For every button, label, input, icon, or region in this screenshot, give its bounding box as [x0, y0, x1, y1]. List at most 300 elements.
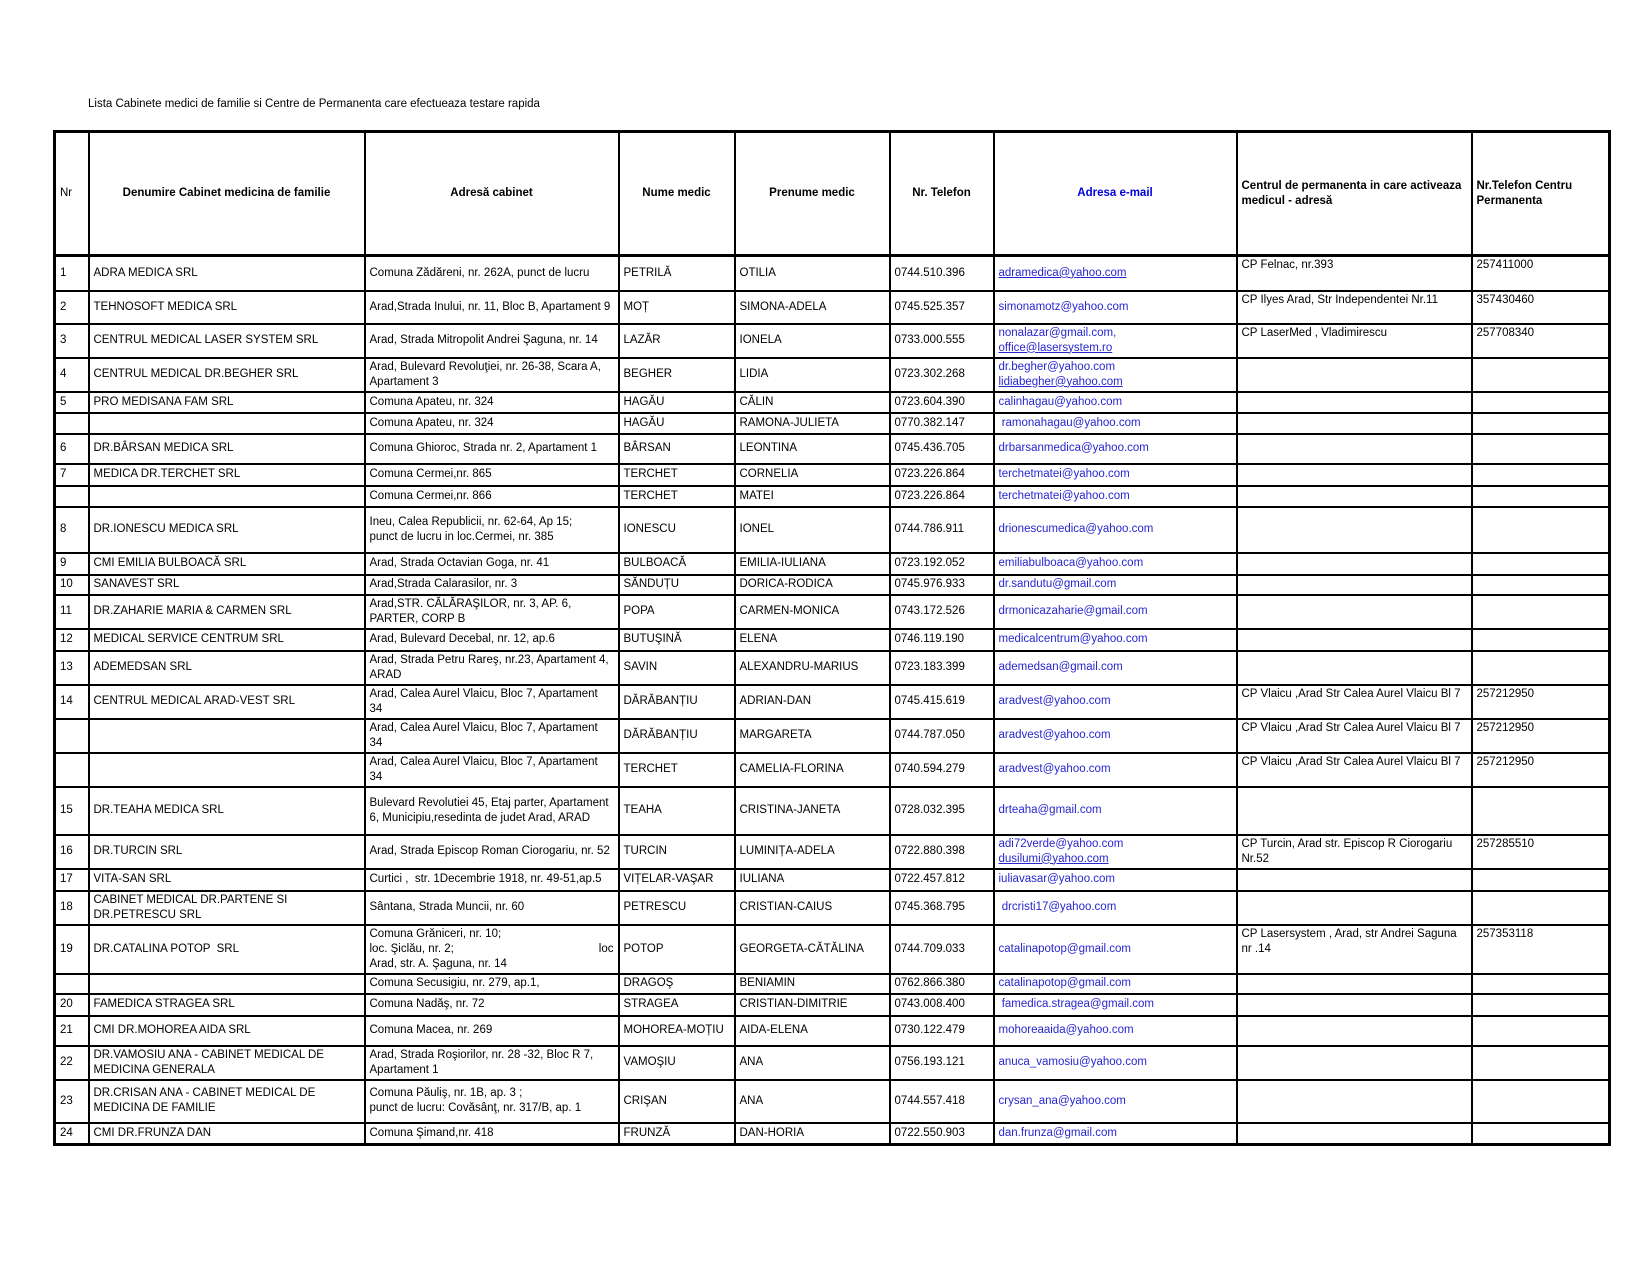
table-row	[55, 787, 1610, 835]
cell-cabinet-address: Comuna Şimand,nr. 418	[365, 1123, 619, 1145]
cell-center-phone	[1472, 392, 1610, 413]
cell-cabinet-address: Arad, Strada Episcop Roman Ciorogariu, nr. 52	[365, 835, 619, 869]
cell-permanence-center	[1237, 595, 1472, 629]
cell-doctor-last-name: DRAGOŞ	[619, 974, 735, 994]
cell-cabinet-name: DR.TURCIN SRL	[89, 835, 365, 869]
cell-cabinet-address: Arad,Strada Calarasilor, nr. 3	[365, 575, 619, 595]
cell-row-number: 20	[55, 994, 89, 1016]
cell-center-phone: 257353118	[1472, 925, 1610, 974]
cell-doctor-first-name: CORNELIA	[735, 464, 890, 486]
cell-doctor-last-name: VIȚELAR-VAŞAR	[619, 869, 735, 891]
cell-phone-number: 0723.183.399	[890, 651, 994, 685]
cell-permanence-center: CP Turcin, Arad str. Episcop R Ciorogariu Nr.52	[1237, 835, 1472, 869]
cell-email	[994, 869, 1237, 891]
cell-cabinet-address: Comuna Macea, nr. 269	[365, 1016, 619, 1046]
email-link[interactable]: aradvest@yahoo.com	[998, 695, 1111, 707]
cell-row-number: 23	[55, 1080, 89, 1123]
cell-row-number	[55, 974, 89, 994]
cell-row-number: 6	[55, 434, 89, 464]
table-row	[55, 629, 1610, 651]
cell-cabinet-address: Arad, Calea Aurel Vlaicu, Bloc 7, Apartament 34	[365, 719, 619, 753]
cell-center-phone	[1472, 787, 1610, 835]
cell-doctor-first-name: SIMONA-ADELA	[735, 291, 890, 324]
table-row	[55, 464, 1610, 486]
table-row	[55, 891, 1610, 925]
cell-cabinet-address: Arad,STR. CĂLĂRAŞILOR, nr. 3, AP. 6, PARTER, CORP B	[365, 595, 619, 629]
cell-phone-number: 0745.525.357	[890, 291, 994, 324]
cell-permanence-center	[1237, 486, 1472, 507]
cell-permanence-center	[1237, 629, 1472, 651]
cell-center-phone	[1472, 994, 1610, 1016]
cell-email	[994, 994, 1237, 1016]
cell-cabinet-address: Arad, Calea Aurel Vlaicu, Bloc 7, Apartament 34	[365, 685, 619, 719]
cell-center-phone	[1472, 891, 1610, 925]
email-link[interactable]: aradvest@yahoo.com	[998, 729, 1111, 741]
email-link[interactable]: medicalcentrum@yahoo.com	[998, 633, 1148, 645]
address-line: loc. Şiclău, nr. 2; loc	[369, 942, 614, 955]
cell-center-phone: 257212950	[1472, 753, 1610, 787]
cell-doctor-first-name: LUMINIȚA-ADELA	[735, 835, 890, 869]
cell-cabinet-name: CMI DR.FRUNZA DAN	[89, 1123, 365, 1145]
cell-phone-number: 0723.192.052	[890, 553, 994, 575]
cell-cabinet-name	[89, 719, 365, 753]
cell-phone-number: 0745.368.795	[890, 891, 994, 925]
cell-cabinet-name	[89, 413, 365, 434]
cell-permanence-center	[1237, 1046, 1472, 1080]
table-row	[55, 719, 1610, 753]
cell-phone-number: 0728.032.395	[890, 787, 994, 835]
cell-email	[994, 1046, 1237, 1080]
cell-doctor-first-name: IONELA	[735, 324, 890, 358]
table-row	[55, 553, 1610, 575]
cell-cabinet-address: Ineu, Calea Republicii, nr. 62-64, Ap 15; punct de lucru in loc.Cermei, nr. 385	[365, 507, 619, 553]
cell-doctor-first-name: OTILIA	[735, 256, 890, 291]
email-link[interactable]: drcristi17@yahoo.com	[998, 901, 1117, 913]
cell-center-phone: 257708340	[1472, 324, 1610, 358]
email-link[interactable]: anuca_vamosiu@yahoo.com	[998, 1056, 1147, 1068]
table-header-row	[55, 132, 1610, 256]
cell-permanence-center: CP Felnac, nr.393	[1237, 256, 1472, 291]
cell-permanence-center: CP LaserMed , Vladimirescu	[1237, 324, 1472, 358]
cell-doctor-last-name: DĂRĂBANȚIU	[619, 719, 735, 753]
cell-cabinet-name: CMI EMILIA BULBOACĂ SRL	[89, 553, 365, 575]
cell-phone-number: 0723.226.864	[890, 464, 994, 486]
cell-doctor-first-name: MARGARETA	[735, 719, 890, 753]
cell-doctor-first-name: LIDIA	[735, 358, 890, 392]
cell-email	[994, 787, 1237, 835]
cell-email	[994, 434, 1237, 464]
cell-cabinet-address: Arad,Strada Inului, nr. 11, Bloc B, Apartament 9	[365, 291, 619, 324]
cell-cabinet-address: Arad, Strada Octavian Goga, nr. 41	[365, 553, 619, 575]
cell-cabinet-address: Sântana, Strada Muncii, nr. 60	[365, 891, 619, 925]
cell-permanence-center	[1237, 651, 1472, 685]
cell-phone-number: 0762.866.380	[890, 974, 994, 994]
cell-email	[994, 595, 1237, 629]
cell-phone-number: 0746.119.190	[890, 629, 994, 651]
cell-doctor-first-name: CRISTINA-JANETA	[735, 787, 890, 835]
cell-doctor-first-name: IULIANA	[735, 869, 890, 891]
email-link[interactable]: dusilumi@yahoo.com	[998, 852, 1109, 865]
cell-doctor-last-name: TERCHET	[619, 464, 735, 486]
table-row	[55, 486, 1610, 507]
cell-email	[994, 1123, 1237, 1145]
email-link[interactable]: famedica.stragea@gmail.com	[998, 998, 1154, 1010]
cell-phone-number: 0744.557.418	[890, 1080, 994, 1123]
cell-doctor-last-name: SĂNDUȚU	[619, 575, 735, 595]
email-link[interactable]: nonalazar@gmail.com,	[998, 326, 1117, 339]
cell-row-number: 3	[55, 324, 89, 358]
cell-center-phone: 257285510	[1472, 835, 1610, 869]
cell-doctor-last-name: TERCHET	[619, 753, 735, 787]
cell-row-number: 17	[55, 869, 89, 891]
table-row	[55, 358, 1610, 392]
table-row	[55, 651, 1610, 685]
cell-email	[994, 1016, 1237, 1046]
cell-phone-number: 0733.000.555	[890, 324, 994, 358]
cell-email	[994, 1080, 1237, 1123]
cell-permanence-center	[1237, 1016, 1472, 1046]
table-row	[55, 835, 1610, 869]
cell-permanence-center	[1237, 507, 1472, 553]
cell-permanence-center: CP Vlaicu ,Arad Str Calea Aurel Vlaicu Bl 7	[1237, 719, 1472, 753]
table-row	[55, 256, 1610, 291]
table-header	[55, 132, 1610, 256]
cell-permanence-center: CP Lasersystem , Arad, str Andrei Saguna nr .14	[1237, 925, 1472, 974]
cell-phone-number: 0723.302.268	[890, 358, 994, 392]
cell-row-number: 18	[55, 891, 89, 925]
cell-center-phone	[1472, 629, 1610, 651]
column-header-email: Adresa e-mail	[994, 132, 1237, 256]
table-row	[55, 1080, 1610, 1123]
cell-email	[994, 324, 1237, 358]
table-row	[55, 507, 1610, 553]
cell-cabinet-address: Arad, Calea Aurel Vlaicu, Bloc 7, Apartament 34	[365, 753, 619, 787]
cell-doctor-last-name: TURCIN	[619, 835, 735, 869]
email-link[interactable]: drmonicazaharie@gmail.com	[998, 605, 1148, 617]
cell-row-number: 22	[55, 1046, 89, 1080]
cell-doctor-first-name: LEONTINA	[735, 434, 890, 464]
cell-doctor-last-name: BUTUŞINĂ	[619, 629, 735, 651]
cell-cabinet-address: Comuna Apateu, nr. 324	[365, 413, 619, 434]
cell-permanence-center	[1237, 994, 1472, 1016]
cell-center-phone	[1472, 434, 1610, 464]
cell-center-phone	[1472, 1016, 1610, 1046]
table-row	[55, 753, 1610, 787]
cell-email	[994, 651, 1237, 685]
email-link[interactable]: terchetmatei@yahoo.com	[998, 489, 1130, 502]
email-link[interactable]: dr.sandutu@gmail.com	[998, 578, 1117, 590]
column-header-centru: Centrul de permanenta in care activeaza medicul - adresă	[1237, 132, 1472, 256]
cell-row-number: 24	[55, 1123, 89, 1145]
cell-phone-number: 0744.709.033	[890, 925, 994, 974]
cell-row-number: 5	[55, 392, 89, 413]
cell-doctor-last-name: TERCHET	[619, 486, 735, 507]
cell-cabinet-name: CENTRUL MEDICAL DR.BEGHER SRL	[89, 358, 365, 392]
cell-center-phone	[1472, 651, 1610, 685]
cell-phone-number: 0756.193.121	[890, 1046, 994, 1080]
cell-row-number: 19	[55, 925, 89, 974]
cell-permanence-center	[1237, 974, 1472, 994]
cell-email	[994, 413, 1237, 434]
cell-doctor-last-name: VAMOŞIU	[619, 1046, 735, 1080]
cell-cabinet-address: Comuna Ghioroc, Strada nr. 2, Apartament 1	[365, 434, 619, 464]
cell-email	[994, 925, 1237, 974]
cell-center-phone	[1472, 486, 1610, 507]
cell-cabinet-name: SANAVEST SRL	[89, 575, 365, 595]
column-header-nume: Nume medic	[619, 132, 735, 256]
cell-email	[994, 835, 1237, 869]
cell-permanence-center	[1237, 869, 1472, 891]
cell-doctor-last-name: BULBOACĂ	[619, 553, 735, 575]
table-row	[55, 994, 1610, 1016]
cell-cabinet-name: DR.TEAHA MEDICA SRL	[89, 787, 365, 835]
cell-row-number: 9	[55, 553, 89, 575]
cell-email	[994, 291, 1237, 324]
cell-cabinet-name: DR.BÂRSAN MEDICA SRL	[89, 434, 365, 464]
cell-permanence-center	[1237, 392, 1472, 413]
email-link[interactable]: drteaha@gmail.com	[998, 804, 1102, 816]
table-row	[55, 974, 1610, 994]
cell-cabinet-address: Comuna Secusigiu, nr. 279, ap.1,	[365, 974, 619, 994]
email-link[interactable]: catalinapotop@gmail.com	[998, 942, 1131, 955]
cell-phone-number: 0722.880.398	[890, 835, 994, 869]
cell-doctor-last-name: LAZĂR	[619, 324, 735, 358]
cell-doctor-first-name: GEORGETA-CĂTĂLINA	[735, 925, 890, 974]
cell-email	[994, 891, 1237, 925]
cell-cabinet-address: Curtici , str. 1Decembrie 1918, nr. 49-51,ap.5	[365, 869, 619, 891]
cell-doctor-first-name: BENIAMIN	[735, 974, 890, 994]
email-link[interactable]: terchetmatei@yahoo.com	[998, 468, 1130, 480]
email-link[interactable]: crysan_ana@yahoo.com	[998, 1094, 1126, 1107]
table-row	[55, 685, 1610, 719]
cell-doctor-last-name: BEGHER	[619, 358, 735, 392]
cell-doctor-last-name: IONESCU	[619, 507, 735, 553]
cell-email	[994, 719, 1237, 753]
cell-phone-number: 0743.172.526	[890, 595, 994, 629]
cell-row-number: 4	[55, 358, 89, 392]
cell-row-number: 16	[55, 835, 89, 869]
email-link[interactable]: dr.begher@yahoo.com	[998, 360, 1116, 373]
email-link[interactable]: ramonahagau@yahoo.com	[998, 416, 1141, 429]
email-link[interactable]: aradvest@yahoo.com	[998, 763, 1111, 775]
cell-center-phone	[1472, 869, 1610, 891]
cell-cabinet-name: CMI DR.MOHOREA AIDA SRL	[89, 1016, 365, 1046]
cell-permanence-center: CP Ilyes Arad, Str Independentei Nr.11	[1237, 291, 1472, 324]
cell-permanence-center: CP Vlaicu ,Arad Str Calea Aurel Vlaicu Bl 7	[1237, 685, 1472, 719]
cell-email	[994, 553, 1237, 575]
email-link[interactable]: dan.frunza@gmail.com	[998, 1126, 1117, 1139]
cell-row-number: 1	[55, 256, 89, 291]
cell-row-number	[55, 753, 89, 787]
cell-email	[994, 753, 1237, 787]
cell-email	[994, 464, 1237, 486]
cell-cabinet-name: TEHNOSOFT MEDICA SRL	[89, 291, 365, 324]
cell-doctor-last-name: SAVIN	[619, 651, 735, 685]
column-header-prenume: Prenume medic	[735, 132, 890, 256]
cell-doctor-first-name: DORICA-RODICA	[735, 575, 890, 595]
cell-doctor-first-name: ADRIAN-DAN	[735, 685, 890, 719]
cell-phone-number: 0745.436.705	[890, 434, 994, 464]
email-link[interactable]: office@lasersystem.ro	[998, 341, 1113, 354]
email-link[interactable]: calinhagau@yahoo.com	[998, 395, 1123, 408]
table-row	[55, 434, 1610, 464]
table-row	[55, 1046, 1610, 1080]
cell-center-phone	[1472, 413, 1610, 434]
cell-center-phone: 257212950	[1472, 685, 1610, 719]
column-header-telcentru: Nr.Telefon Centru Permanenta	[1472, 132, 1610, 256]
cell-email	[994, 974, 1237, 994]
cell-row-number	[55, 486, 89, 507]
cell-doctor-last-name: FRUNZĂ	[619, 1123, 735, 1145]
page-title: Lista Cabinete medici de familie si Centre de Permanenta care efectueaza testare rapida	[88, 98, 540, 110]
cell-permanence-center	[1237, 1080, 1472, 1123]
cell-phone-number: 0723.604.390	[890, 392, 994, 413]
cell-cabinet-address: Comuna Cermei,nr. 865	[365, 464, 619, 486]
cell-cabinet-name: DR.CATALINA POTOP SRL	[89, 925, 365, 974]
cell-cabinet-name	[89, 974, 365, 994]
cell-center-phone	[1472, 553, 1610, 575]
cell-cabinet-name: DR.IONESCU MEDICA SRL	[89, 507, 365, 553]
cell-cabinet-address: Arad, Bulevard Revoluţiei, nr. 26-38, Scara A, Apartament 3	[365, 358, 619, 392]
email-link[interactable]: emiliabulboaca@yahoo.com	[998, 557, 1144, 569]
cell-cabinet-address: Arad, Strada Roşiorilor, nr. 28 -32, Bloc R 7, Apartament 1	[365, 1046, 619, 1080]
cell-permanence-center	[1237, 787, 1472, 835]
cell-doctor-first-name: MATEI	[735, 486, 890, 507]
cell-center-phone	[1472, 595, 1610, 629]
table-row	[55, 869, 1610, 891]
cell-doctor-last-name: BÂRSAN	[619, 434, 735, 464]
cell-doctor-first-name: DAN-HORIA	[735, 1123, 890, 1145]
cell-doctor-first-name: ALEXANDRU-MARIUS	[735, 651, 890, 685]
table-row	[55, 595, 1610, 629]
cell-permanence-center	[1237, 891, 1472, 925]
cell-row-number: 14	[55, 685, 89, 719]
cell-center-phone	[1472, 575, 1610, 595]
email-link[interactable]: drionescumedica@yahoo.com	[998, 523, 1154, 535]
cell-doctor-last-name: HAGĂU	[619, 392, 735, 413]
cell-cabinet-name: FAMEDICA STRAGEA SRL	[89, 994, 365, 1016]
cell-doctor-first-name: ANA	[735, 1080, 890, 1123]
cell-phone-number: 0730.122.479	[890, 1016, 994, 1046]
cell-row-number	[55, 719, 89, 753]
cell-row-number	[55, 413, 89, 434]
cell-cabinet-address: Arad, Strada Mitropolit Andrei Şaguna, nr. 14	[365, 324, 619, 358]
cell-center-phone	[1472, 1080, 1610, 1123]
cell-cabinet-name	[89, 753, 365, 787]
cell-permanence-center	[1237, 575, 1472, 595]
cell-row-number: 8	[55, 507, 89, 553]
cell-doctor-last-name: MOHOREA-MOȚIU	[619, 1016, 735, 1046]
cell-doctor-last-name: TEAHA	[619, 787, 735, 835]
cell-email	[994, 629, 1237, 651]
email-link[interactable]: catalinapotop@gmail.com	[998, 977, 1131, 989]
cell-doctor-last-name: CRIŞAN	[619, 1080, 735, 1123]
cell-permanence-center: CP Vlaicu ,Arad Str Calea Aurel Vlaicu Bl 7	[1237, 753, 1472, 787]
cell-doctor-last-name: MOȚ	[619, 291, 735, 324]
cell-center-phone	[1472, 358, 1610, 392]
cell-center-phone	[1472, 974, 1610, 994]
cell-phone-number: 0722.457.812	[890, 869, 994, 891]
cell-permanence-center	[1237, 434, 1472, 464]
cell-email	[994, 486, 1237, 507]
email-link[interactable]: drbarsanmedica@yahoo.com	[998, 442, 1149, 454]
cell-row-number: 7	[55, 464, 89, 486]
cell-permanence-center	[1237, 553, 1472, 575]
cell-cabinet-name: DR.CRISAN ANA - CABINET MEDICAL DE MEDICINA DE FAMILIE	[89, 1080, 365, 1123]
cell-permanence-center	[1237, 413, 1472, 434]
cell-row-number: 2	[55, 291, 89, 324]
email-link[interactable]: simonamotz@yahoo.com	[998, 300, 1129, 313]
cell-center-phone	[1472, 1046, 1610, 1080]
cell-cabinet-address: Bulevard Revolutiei 45, Etaj parter, Apartament 6, Municipiu,resedinta de judet Arad, ARAD	[365, 787, 619, 835]
cell-cabinet-name: CABINET MEDICAL DR.PARTENE SI DR.PETRESCU SRL	[89, 891, 365, 925]
table-row	[55, 1016, 1610, 1046]
table-row	[55, 413, 1610, 434]
email-link[interactable]: adi72verde@yahoo.com	[998, 837, 1124, 850]
table-row	[55, 575, 1610, 595]
cell-cabinet-name: VITA-SAN SRL	[89, 869, 365, 891]
cell-phone-number: 0745.976.933	[890, 575, 994, 595]
email-link[interactable]: lidiabegher@yahoo.com	[998, 375, 1123, 388]
email-link[interactable]: mohoreaaida@yahoo.com	[998, 1024, 1134, 1036]
cell-cabinet-name: ADEMEDSAN SRL	[89, 651, 365, 685]
email-link[interactable]: adramedica@yahoo.com	[998, 266, 1127, 279]
cell-phone-number: 0745.415.619	[890, 685, 994, 719]
table-row	[55, 291, 1610, 324]
cell-permanence-center	[1237, 358, 1472, 392]
cell-doctor-last-name: POTOP	[619, 925, 735, 974]
cell-phone-number: 0743.008.400	[890, 994, 994, 1016]
cell-cabinet-name: CENTRUL MEDICAL LASER SYSTEM SRL	[89, 324, 365, 358]
cell-email	[994, 256, 1237, 291]
column-header-name: Denumire Cabinet medicina de familie	[89, 132, 365, 256]
cell-cabinet-name: ADRA MEDICA SRL	[89, 256, 365, 291]
cell-phone-number: 0770.382.147	[890, 413, 994, 434]
cell-doctor-first-name: RAMONA-JULIETA	[735, 413, 890, 434]
cell-doctor-last-name: PETRILĂ	[619, 256, 735, 291]
table-body	[55, 256, 1610, 1145]
cell-doctor-last-name: PETRESCU	[619, 891, 735, 925]
table-row	[55, 925, 1610, 974]
cell-phone-number: 0744.510.396	[890, 256, 994, 291]
cell-permanence-center	[1237, 1123, 1472, 1145]
cell-row-number: 21	[55, 1016, 89, 1046]
medics-table	[53, 130, 1611, 1146]
cell-email	[994, 392, 1237, 413]
cell-cabinet-address: Comuna Grăniceri, nr. 10; loc. Şiclău, nr. 2; loc Arad, str. A. Şaguna, nr. 14	[365, 925, 619, 974]
cell-phone-number: 0723.226.864	[890, 486, 994, 507]
column-header-nr: Nr	[55, 132, 89, 256]
cell-email	[994, 685, 1237, 719]
cell-doctor-first-name: CRISTIAN-DIMITRIE	[735, 994, 890, 1016]
email-link[interactable]: iuliavasar@yahoo.com	[998, 873, 1116, 885]
cell-doctor-first-name: AIDA-ELENA	[735, 1016, 890, 1046]
cell-cabinet-address: Arad, Strada Petru Rareş, nr.23, Apartament 4, ARAD	[365, 651, 619, 685]
cell-doctor-first-name: IONEL	[735, 507, 890, 553]
cell-row-number: 11	[55, 595, 89, 629]
cell-cabinet-name: CENTRUL MEDICAL ARAD-VEST SRL	[89, 685, 365, 719]
cell-doctor-first-name: CRISTIAN-CAIUS	[735, 891, 890, 925]
cell-center-phone: 357430460	[1472, 291, 1610, 324]
email-link[interactable]: ademedsan@gmail.com	[998, 661, 1123, 673]
cell-cabinet-name: MEDICAL SERVICE CENTRUM SRL	[89, 629, 365, 651]
cell-center-phone	[1472, 1123, 1610, 1145]
cell-cabinet-address: Comuna Păuliş, nr. 1B, ap. 3 ; punct de lucru: Covăsânţ, nr. 317/B, ap. 1	[365, 1080, 619, 1123]
cell-doctor-last-name: HAGĂU	[619, 413, 735, 434]
cell-doctor-first-name: CĂLIN	[735, 392, 890, 413]
cell-phone-number: 0744.786.911	[890, 507, 994, 553]
cell-cabinet-address: Comuna Apateu, nr. 324	[365, 392, 619, 413]
